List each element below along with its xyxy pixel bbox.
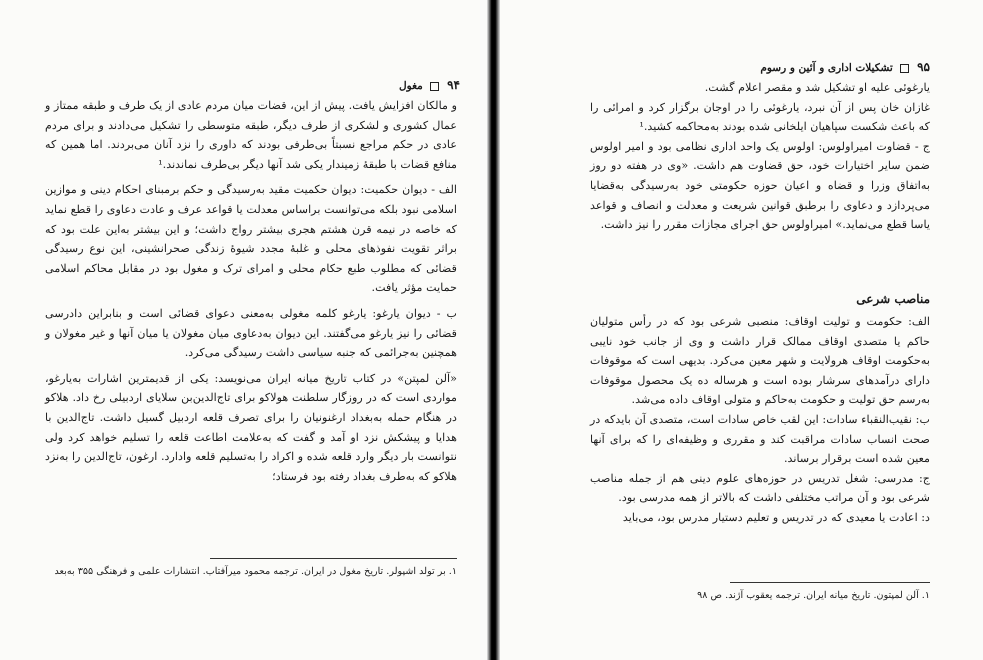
paragraph: الف - دیوان حکمیت: دیوان حکمیت مقید به‌رسیدگی و حکم برمبنای احکام دینی و موازین اسلامی نبود بلکه می‌توانست براساس معدلت یا قواعد عرف و عادت دعاوی را قطع نماید که خاصه در نیمه قرن هشتم هجری بیشتر رواج داشت؛ و این بیشتر به‌این علت بود که براثر تقویت نفوذهای محلی و غلبهٔ مجدد شیوهٔ زندگی صحرانشینی، این نوع رسیدگی قضائی که مطلوب طبع حکام محلی و امرای ترک و مغول بود در مقابل محاکم اسلامی حمایت مؤثر یافت. [45,183,457,295]
paragraph: و مالکان افزایش یافت. پیش از این، قضات میان مردم عادی از یک طرف و طبقه ممتاز و عمال کشوری و لشکری از طرف دیگر، طبقه متوسطی را تشکیل می‌دادند و برای مردم عادی در حکم مراجع نسبتاً بی‌طرفی بودند که داوری را نزد آنان می‌بردند. اما همین که منافع قضات با طبقهٔ زمیندار یکی شد آنها دیگر بی‌طرف نماندند.¹ [45,99,457,171]
paragraph: د: اعادت یا معیدی که در تدریس و تعلیم دستیار مدرس بود، می‌باید [622,510,930,524]
paragraph: ج: مدرسی: شغل تدریس در حوزه‌های علوم دینی هم از جمله مناصب شرعی بود و آن مراتب مختلفی داشت که بالاتر از همه مدرسی بود. [590,471,930,505]
footnote-rule [730,582,930,583]
paragraph: یارغوئی علیه او تشکیل شد و مقصر اعلام گشت. [704,81,930,94]
left-footnote: ۱. بر تولد اشپولر. تاریخ مغول در ایران. ترجمه محمود میرآفتاب. انتشارات علمی و فرهنگی ۳۵۵ به‌بعد [54,566,457,577]
left-running-head: مغول [399,80,423,92]
right-running-head: تشکیلات اداری و آئین و رسوم [760,62,893,74]
paragraph: الف: حکومت و تولیت اوقاف: منصبی شرعی بود که در رأس متولیان حاکم یا متصدی اوقاف ممالک قرار داشت و وی از جانب خود نایبی به‌حکومت اوقاف هرولایت و شهر معین می‌کرد. بدیهی است که موقوفات دارای درآمدهای سرشار بوده است و هرساله ده یک محصول موقوفات به‌رسم حق تولیت و حکومت به‌حاکم و متولی اوقاف داده می‌شد. [590,315,930,407]
right-page-number: ۹۵ [917,60,930,74]
right-page-header [610,60,930,74]
footnote-rule [210,558,457,559]
paragraph: «آلن لمپتن» در کتاب تاریخ میانه ایران می‌نویسد: یکی از قدیمترین اشارات به‌یارغو، مواردی است که در روزگار سلطنت هولاکو برای تاج‌الدین‌بن سلایای اردبیلی رخ داد. هلاکو در هنگام حمله به‌بغداد ارغنونیان را برای تصرف قلعه اردبیل گسیل داشت. تاج‌الدین با هدایا و پیشکش نزد او آمد و گفت که به‌علامت اطاعت قلعه را تسلیم خواهد کرد ولی نتوانست بار دیگر وارد قلعه شده و اکراد را به‌تسلیم قلعه وادارد. ارغون، تاج‌الدین را به‌نزد هلاکو که به‌طرف بغداد رفته بود فرستاد؛ [45,371,457,483]
ornament-icon [900,64,909,73]
paragraph: ب - دیوان یارغو: یارغو کلمه مغولی به‌معنی دعوای قضائی است و بنابراین دادرسی قضائی را نیز یارغو می‌گفتند. این دیوان به‌دعاوی میان مغولان یا میان آنها و غیر مغولان و همچنین به‌جرائمی که جنبه سیاسی داشت رسیدگی می‌کرد. [45,306,457,360]
ornament-icon [430,82,439,91]
right-footnote: ۱. آلن لمپتون. تاریخ میانه ایران. ترجمه یعقوب آژند. ص ۹۸ [697,590,930,601]
paragraph: ج - قضاوت امیراولوس: اولوس یک واحد اداری نظامی بود و امیر اولوس ضمن سایر اختیارات خود، حق قضاوت هم داشت. «وی در هفته دو روز به‌اتفاق وزرا و قضاه و اعیان حوزه حکومتی خود به‌رسیدگی به‌قضایا می‌پردازد و دعاوی را برطبق قوانین شریعت و معدلت و انصاف و قواعد یاسا قطع می‌نماید.» امیراولوس حق اجرای مجازات مقرر را نیز داشت. [590,139,930,232]
left-body-text [45,96,457,486]
left-page-number: ۹۴ [447,78,460,92]
section-title: مناصب شرعی [856,292,930,306]
book-gutter [487,0,500,660]
paragraph: ب: نقیب‌النقباء سادات: این لقب خاص سادات است، متصدی آن بایدکه در صحت انساب سادات مراقبت کند و مقرری و وظیفه‌ای را که برای آنها معین شده است برقرار برساند. [590,412,930,466]
right-body-text [590,78,930,235]
section-body-text [590,312,930,528]
left-page-header [300,78,460,92]
paragraph: غازان خان پس از آن نبرد، یارغوئی را در اوجان برگزار کرد و امرائی را که باعث شکست سپاهیان ایلخانی شده بودند به‌محاکمه کشید.¹ [590,100,930,134]
